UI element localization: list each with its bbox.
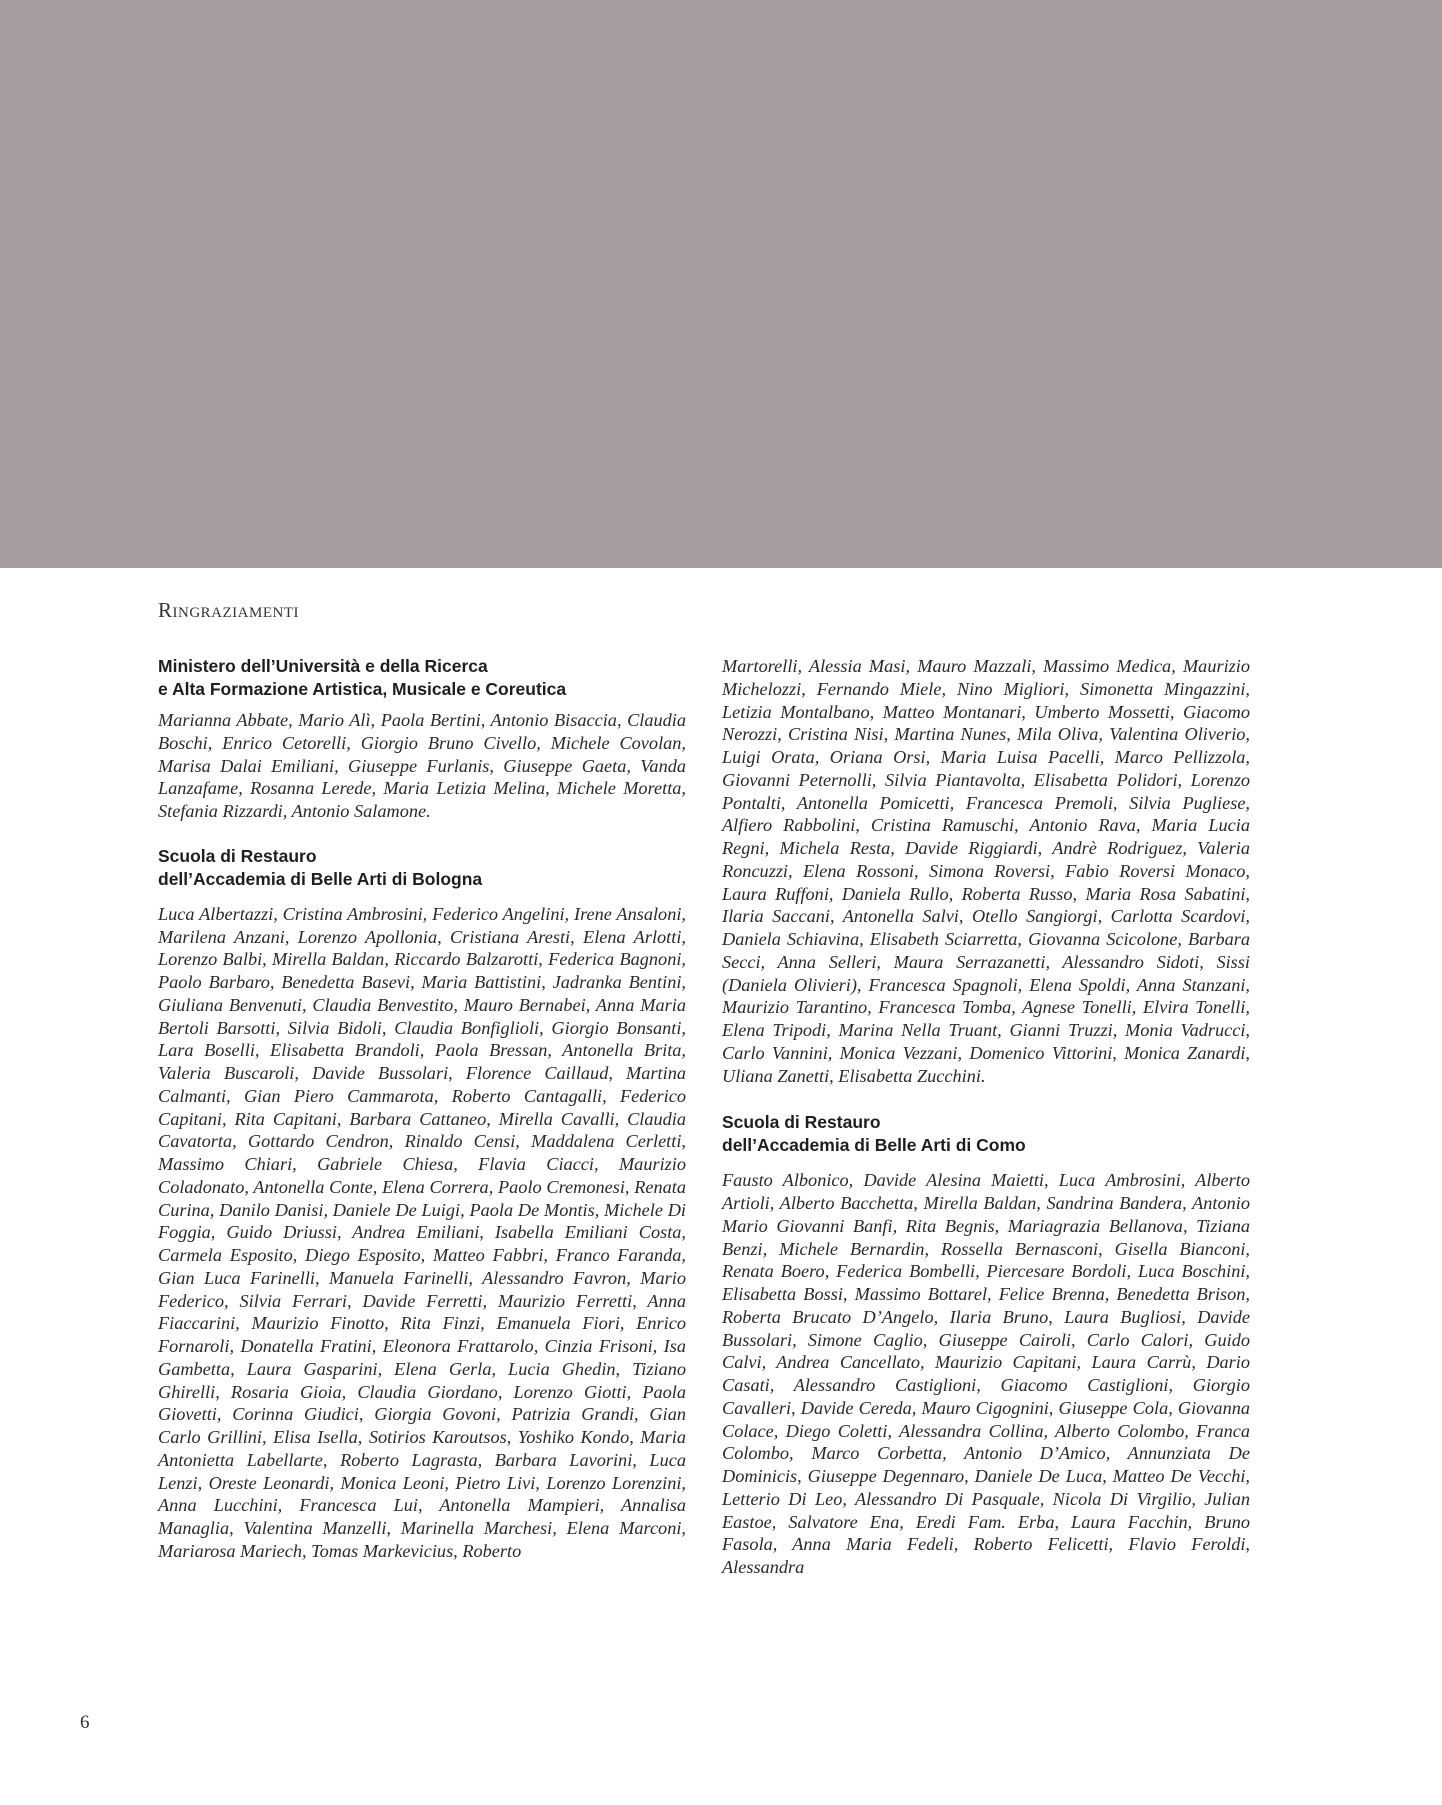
section-title: Ringraziamenti: [158, 598, 299, 622]
ministero-heading-line-2: e Alta Formazione Artistica, Musicale e Coreutica: [158, 679, 567, 699]
bologna-continued-block: [722, 655, 1250, 1087]
ministero-heading-line-1: Ministero dell’Università e della Ricerca: [158, 656, 488, 676]
bologna-names-part-2: Martorelli, Alessia Masi, Mauro Mazzali, Massimo Medica, Maurizio Michelozzi, Fernando Miele, Nino Migliori, Simonetta Mingazzini, Letizia Montalbano, Matteo Montanari, Umberto Mossetti, Giacomo Nerozzi, Cristina Nisi, Martina Nunes, Mila Oliva, Valentina Oliverio, Luigi Orata, Oriana Orsi, Maria Luisa Pacelli, Marco Pellizzola, Giovanni Peternolli, Silvia Piantavolta, Elisabetta Polidori, Lorenzo Pontalti, Antonella Pomicetti, Francesca Premoli, Silvia Pugliese, Alfiero Rabbolini, Cristina Ramuschi, Antonio Rava, Maria Lucia Regni, Michela Resta, Davide Riggiardi, Andrè Rodriguez, Valeria Roncuzzi, Elena Rossoni, Simona Roversi, Fabio Roversi Monaco, Laura Ruffoni, Daniela Rullo, Roberta Russo, Maria Rosa Sabatini, Ilaria Saccani, Antonella Salvi, Otello Sangiorgi, Carlotta Scardovi, Daniela Schiavina, Elisabeth Sciarretta, Giovanna Scicolone, Barbara Secci, Anna Selleri, Maura Serrazanetti, Alessandro Sidoti, Sissi (Daniela Olivieri), Francesca Spagnoli, Elena Spoldi, Anna Stanzani, Maurizio Tarantino, Francesca Tomba, Agnese Tonelli, Elvira Tonelli, Elena Tripodi, Marina Nella Truant, Gianni Truzzi, Monia Vadrucci, Carlo Vannini, Monica Vezzani, Domenico Vittorini, Monica Zanardi, Uliana Zanetti, Elisabetta Zucchini.: [722, 656, 1250, 1086]
right-column: [722, 655, 1250, 1601]
bologna-heading-line-2: dell’Accademia di Belle Arti di Bologna: [158, 868, 483, 889]
como-block: [722, 1111, 1250, 1579]
bologna-names-part-1: Luca Albertazzi, Cristina Ambrosini, Federico Angelini, Irene Ansaloni, Marilena Anzani, Lorenzo Apollonia, Cristiana Aresti, Elena Arlotti, Lorenzo Balbi, Mirella Baldan, Riccardo Balzarotti, Federica Bagnoni, Paolo Barbaro, Benedetta Basevi, Maria Battistini, Jadranka Bentini, Giuliana Benvenuti, Claudia Benvestito, Mauro Bernabei, Anna Maria Bertoli Barsotti, Silvia Bidoli, Claudia Bonfiglioli, Giorgio Bonsanti, Lara Boselli, Elisabetta Brandoli, Paola Bressan, Antonella Brita, Valeria Buscaroli, Davide Bussolari, Florence Caillaud, Martina Calmanti, Gian Piero Cammarota, Roberto Cantagalli, Federico Capitani, Rita Capitani, Barbara Cattaneo, Mirella Cavalli, Claudia Cavatorta, Gottardo Cendron, Rinaldo Censi, Maddalena Cerletti, Massimo Chiari, Gabriele Chiesa, Flavia Ciacci, Maurizio Coladonato, Antonella Conte, Elena Correra, Paolo Cremonesi, Renata Curina, Danilo Danisi, Daniele De Luigi, Paola De Montis, Michele Di Foggia, Guido Driussi, Andrea Emiliani, Isabella Emiliani Costa, Carmela Esposito, Diego Esposito, Matteo Fabbri, Franco Faranda, Gian Luca Farinelli, Manuela Farinelli, Alessandro Favron, Mario Federico, Silvia Ferrari, Davide Ferretti, Maurizio Ferretti, Anna Fiaccarini, Maurizio Finotto, Rita Finzi, Emanuela Fiori, Enrico Fornaroli, Donatella Fratini, Eleonora Frattarolo, Cinzia Frisoni, Isa Gambetta, Laura Gasparini, Elena Gerla, Lucia Ghedin, Tiziano Ghirelli, Rosaria Gioia, Claudia Giordano, Lorenzo Giotti, Paola Giovetti, Corinna Giudici, Giorgia Govoni, Patrizia Grandi, Gian Carlo Grillini, Elisa Isella, Sotirios Karoutsos, Yoshiko Kondo, Maria Antonietta Labellarte, Roberto Lagrasta, Barbara Lavorini, Luca Lenzi, Oreste Leonardi, Monica Leoni, Pietro Livi, Lorenzo Lorenzini, Anna Lucchini, Francesca Lui, Antonella Mampieri, Annalisa Managlia, Valentina Manzelli, Marinella Marchesi, Elena Marconi, Mariarosa Mariech, Tomas Markevicius, Roberto: [158, 903, 686, 1561]
ministero-names: Marianna Abbate, Mario Alì, Paola Bertini, Antonio Bisaccia, Claudia Boschi, Enrico Cetorelli, Giorgio Bruno Civello, Michele Covolan, Marisa Dalai Emiliani, Giuseppe Furlanis, Giuseppe Gaeta, Vanda Lanzafame, Rosanna Lerede, Maria Letizia Melina, Michele Moretta, Stefania Rizzardi, Antonio Salamone.: [158, 710, 686, 821]
left-column: [158, 655, 686, 1585]
bologna-heading-line-1: Scuola di Restauro: [158, 845, 317, 866]
como-heading: [722, 1111, 1250, 1157]
bologna-block: [158, 845, 686, 1563]
como-heading-line-1: Scuola di Restauro: [722, 1112, 881, 1133]
ministero-heading: [158, 655, 686, 701]
ministero-block: [158, 655, 686, 823]
como-names: Fausto Albonico, Davide Alesina Maietti, Luca Ambrosini, Alberto Artioli, Alberto Bacchetta, Mirella Baldan, Sandrina Bandera, Antonio Mario Giovanni Banfi, Rita Begnis, Mariagrazia Bellanova, Tiziana Benzi, Michele Bernardin, Rossella Bernasconi, Gisella Bianconi, Renata Boero, Federica Bombelli, Piercesare Bordoli, Luca Boschini, Elisabetta Bossi, Massimo Bottarel, Felice Brenna, Benedetta Brison, Roberta Brucato D’Angelo, Ilaria Bruno, Laura Bugliosi, Davide Bussolari, Simone Caglio, Giuseppe Cairoli, Carlo Calori, Guido Calvi, Andrea Cancellato, Maurizio Capitani, Laura Carrù, Dario Casati, Alessandro Castiglioni, Giacomo Castiglioni, Giorgio Cavalleri, Davide Cereda, Mauro Cigognini, Giuseppe Cola, Giovanna Colace, Diego Coletti, Alessandra Collina, Alberto Colombo, Franca Colombo, Marco Corbetta, Antonio D’Amico, Annunziata De Dominicis, Giuseppe Degennaro, Daniele De Luca, Matteo De Vecchi, Letterio Di Leo, Alessandro Di Pasquale, Nicola Di Virgilio, Julian Eastoe, Salvatore Ena, Eredi Fam. Erba, Laura Facchin, Bruno Fasola, Anna Maria Fedeli, Roberto Felicetti, Flavio Feroldi, Alessandra: [722, 1170, 1250, 1577]
bologna-heading: [158, 845, 686, 891]
top-color-band: [0, 0, 1442, 568]
page-number: 6: [80, 1712, 90, 1733]
como-heading-line-2: dell’Accademia di Belle Arti di Como: [722, 1135, 1026, 1156]
